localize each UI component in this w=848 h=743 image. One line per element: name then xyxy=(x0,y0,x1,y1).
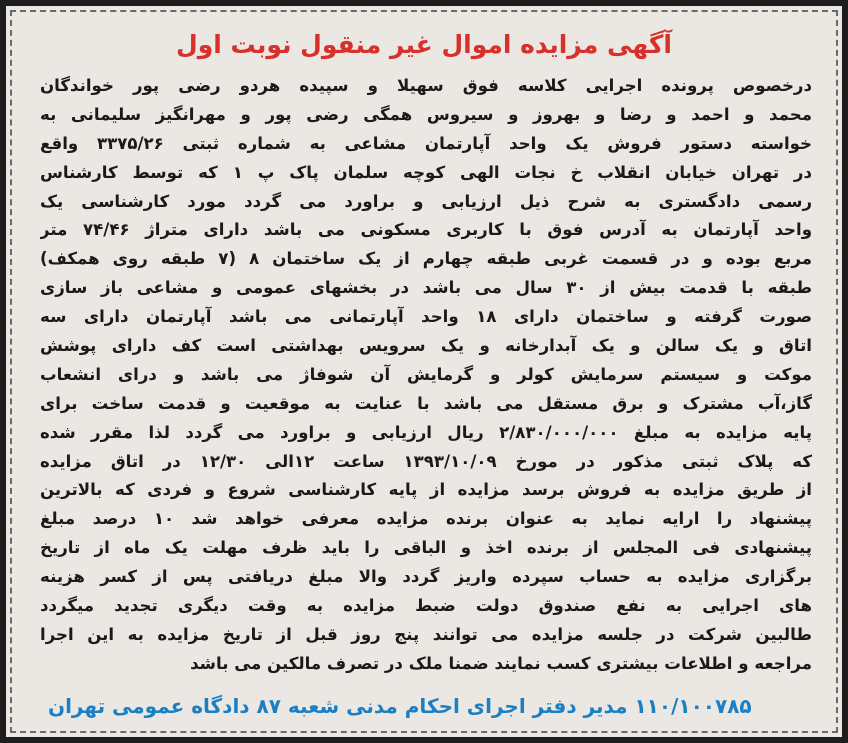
notice-line: موکت و سیستم سرمایش کولر و گرمایش آن شوفاژ می باشد و درای انشعاب xyxy=(40,364,812,384)
notice-title: آگهی مزایده اموال غیر منقول نوبت اول xyxy=(176,30,672,59)
notice-line: طبقه با قدمت بیش از ۳۰ سال می باشد در بخشهای عمومی و مشاعی باز سازی xyxy=(40,278,812,298)
notice-body xyxy=(40,72,812,679)
notice-line: رسمی دادگستری به شرح ذیل ارزیابی و براورد می گردد مورد کارشناسی یک xyxy=(40,191,812,211)
notice-line: محمد و احمد و رضا و بهروز و سیروس همگی رضی پور و مهرانگیز سلیمانی به xyxy=(40,104,812,124)
notice-line: برگزاری مزایده به حساب سپرده واریز گردد والا مبلغ دریافتی پس از کسر هزینه xyxy=(40,567,812,587)
notice-line: خواسته دستور فروش یک واحد آپارتمان مشاعی به شماره ثبتی ۳۳۷۵/۲۶ واقع xyxy=(40,133,812,153)
notice-line: مربع بوده و در قسمت غربی طبقه چهارم از یک ساختمان ۸ (۷ طبقه روی همکف) xyxy=(40,249,812,269)
notice-line: مراجعه و اطلاعات بیشتری کسب نمایند ضمنا ملک در تصرف مالکین می باشد xyxy=(190,653,812,673)
notice-line: در تهران خیابان انقلاب خ نجات الهی کوچه سلمان پاک پ ۱ که توسط کارشناس xyxy=(40,162,812,182)
notice-line: های اجرایی به نفع صندوق دولت ضبط مزایده به وقت دیگری تجدید میگردد xyxy=(40,596,812,616)
notice-line: طالبین شرکت در جلسه مزایده می توانند پنج روز قبل از تاریخ مزایده به این اجرا xyxy=(40,624,812,644)
notice-line: اتاق و یک سالن و یک آبدارخانه و یک سرویس بهداشتی است کف دارای پوشش xyxy=(40,336,812,356)
notice-line: پیشنهاد را ارایه نماید به عنوان برنده مزایده معرفی خواهد شد ۱۰ درصد مبلغ xyxy=(40,509,812,529)
notice-line: واحد آپارتمان به آدرس فوق با کاربری مسکونی می باشد دارای متراژ ۷۴/۴۶ متر xyxy=(40,220,812,240)
notice-line: صورت گرفته و ساختمان دارای ۱۸ واحد آپارتمانی می باشد آپارتمان دارای سه xyxy=(40,307,812,327)
notice-line: درخصوص پرونده اجرایی کلاسه فوق سهیلا و سپیده هردو رضی پور خواندگان xyxy=(40,76,812,95)
notice-line: پیشنهادی فی المجلس از برنده اخذ و الباقی را باید ظرف مهلت یک ماه از تاریخ xyxy=(40,538,812,558)
notice-signature: ۱۱۰/۱۰۰۷۸۵ مدیر دفتر اجرای احکام مدنی شعبه ۸۷ دادگاه عمومی تهران xyxy=(48,694,752,718)
notice-line: که پلاک ثبتی مذکور در مورخ ۱۳۹۳/۱۰/۰۹ ساعت ۱۲الی ۱۲/۳۰ در اتاق مزایده xyxy=(40,451,812,471)
notice-line: از طریق مزایده به فروش برسد مزایده از پایه کارشناسی شروع و فردی که بالاترین xyxy=(40,480,812,500)
notice-line: پایه مزایده به مبلغ ۲/۸۳۰/۰۰۰/۰۰۰ ریال ارزیابی و براورد می گردد لذا مقرر شده xyxy=(40,422,812,442)
notice-line: گاز،آب مشترک و برق مستقل می باشد با عنایت به موقعیت و قدمت ساخت برای xyxy=(40,393,812,413)
